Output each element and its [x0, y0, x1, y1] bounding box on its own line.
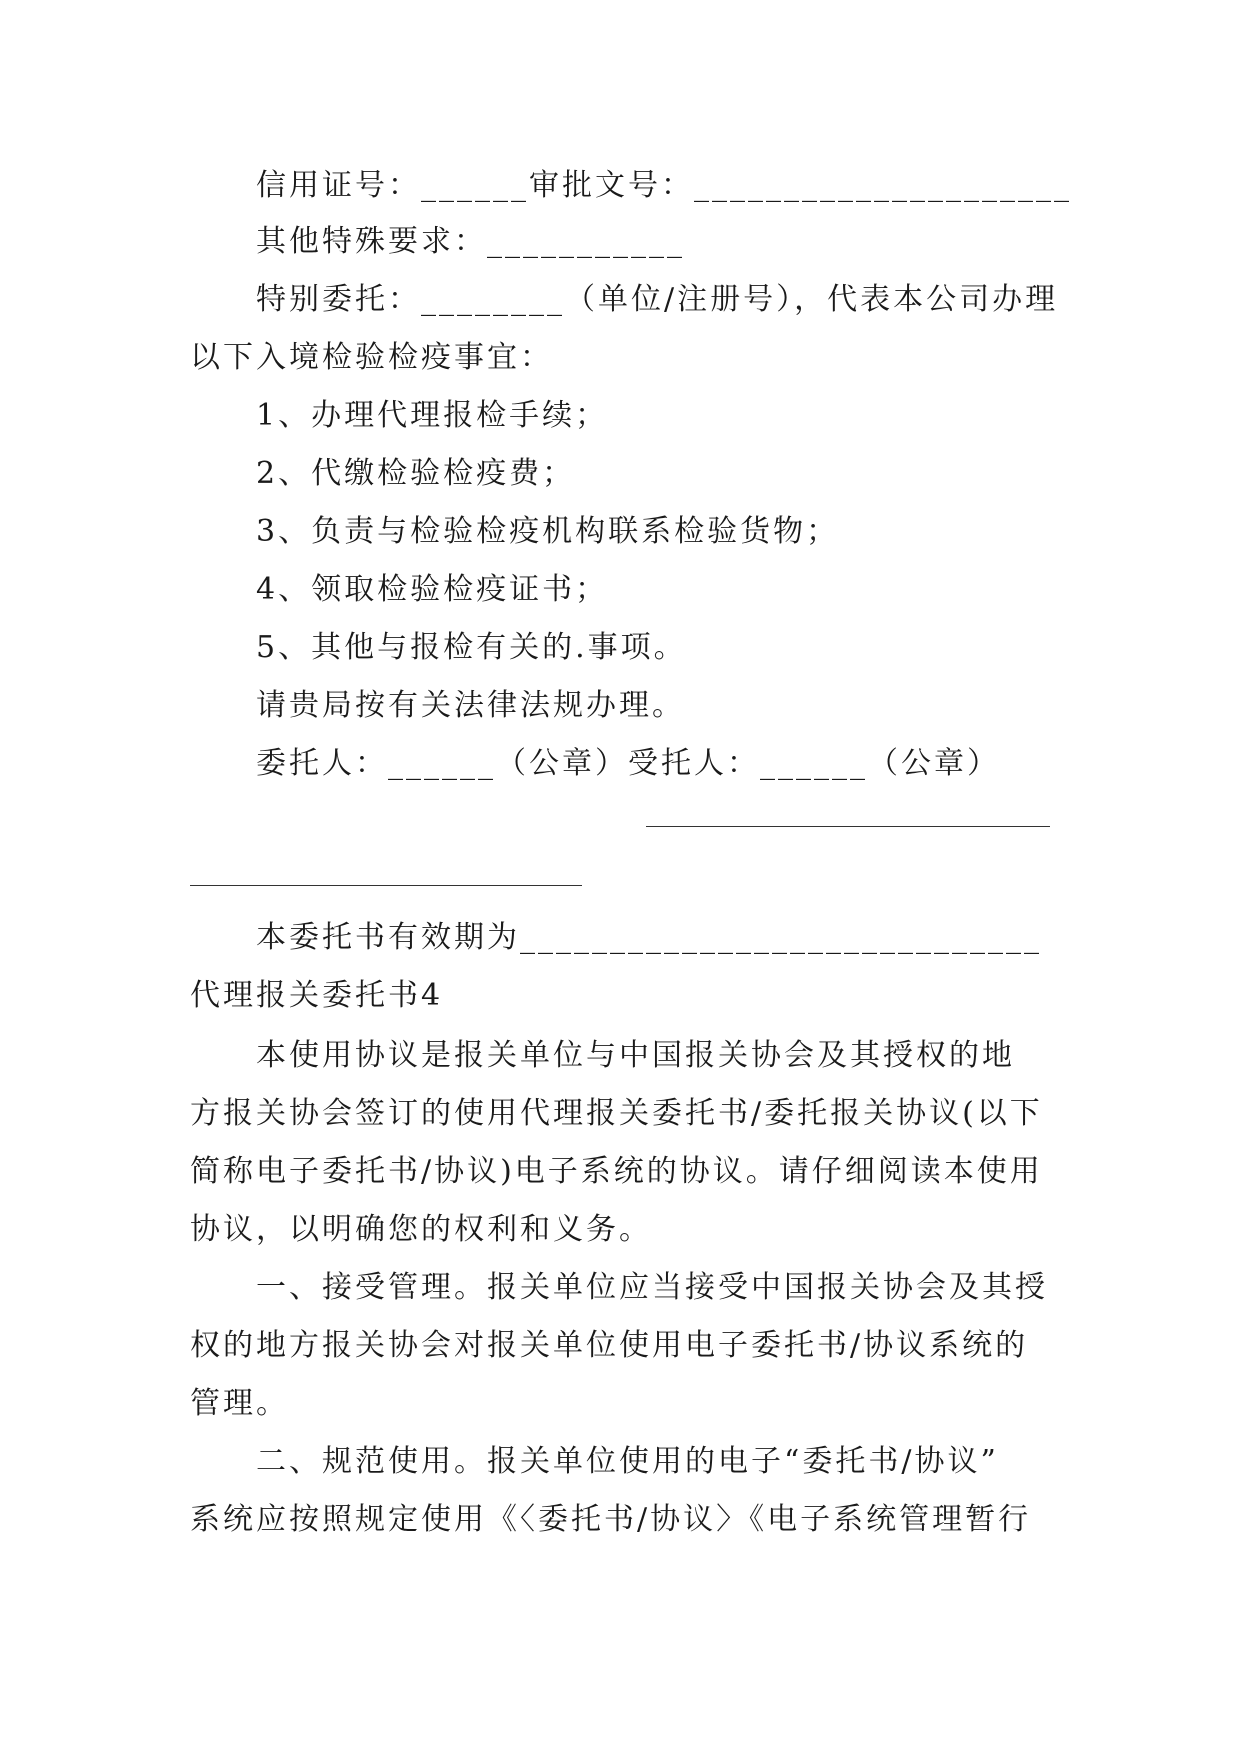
parties-line: 委托人：______（公章）受托人：______（公章） [256, 746, 1000, 781]
request-line: 请贵局按有关法律法规办理。 [256, 688, 685, 723]
list-item-5: 5、其他与报检有关的.事项。 [256, 630, 687, 665]
paragraph-3-line-2: 系统应按照规定使用《〈委托书/协议〉《电子系统管理暂行 [190, 1502, 1032, 1537]
paragraph-1-line-2: 方报关协会签订的使用代理报关委托书/委托报关协议(以下 [190, 1096, 1043, 1131]
credit-number-line: 信用证号：______审批文号：_____________________ [256, 168, 1072, 203]
list-item-2: 2、代缴检验检疫费； [256, 456, 576, 491]
special-requirements-line: 其他特殊要求：___________ [256, 224, 685, 259]
signature-rule-right [646, 826, 1050, 827]
paragraph-1-line-4: 协议，以明确您的权利和义务。 [190, 1212, 652, 1247]
paragraph-2-line-3: 管理。 [190, 1386, 289, 1421]
paragraph-1-line-1: 本使用协议是报关单位与中国报关协会及其授权的地 [256, 1038, 1015, 1073]
paragraph-3-line-1: 二、规范使用。报关单位使用的电子“委托书/协议” [256, 1444, 999, 1479]
paragraph-1-line-3: 简称电子委托书/协议)电子系统的协议。请仔细阅读本使用 [190, 1154, 1043, 1189]
section-title: 代理报关委托书4 [190, 978, 444, 1013]
special-entrust-line-1: 特别委托：________（单位/注册号），代表本公司办理 [256, 282, 1059, 317]
validity-line: 本委托书有效期为_____________________________ [256, 920, 1042, 955]
paragraph-2-line-2: 权的地方报关协会对报关单位使用电子委托书/协议系统的 [190, 1328, 1029, 1363]
signature-rule-left [190, 885, 582, 886]
list-item-3: 3、负责与检验检疫机构联系检验货物； [256, 514, 840, 549]
special-entrust-line-2: 以下入境检验检疫事宜： [190, 340, 553, 375]
list-item-1: 1、办理代理报检手续； [256, 398, 609, 433]
list-item-4: 4、领取检验检疫证书； [256, 572, 609, 607]
paragraph-2-line-1: 一、接受管理。报关单位应当接受中国报关协会及其授 [256, 1270, 1048, 1305]
